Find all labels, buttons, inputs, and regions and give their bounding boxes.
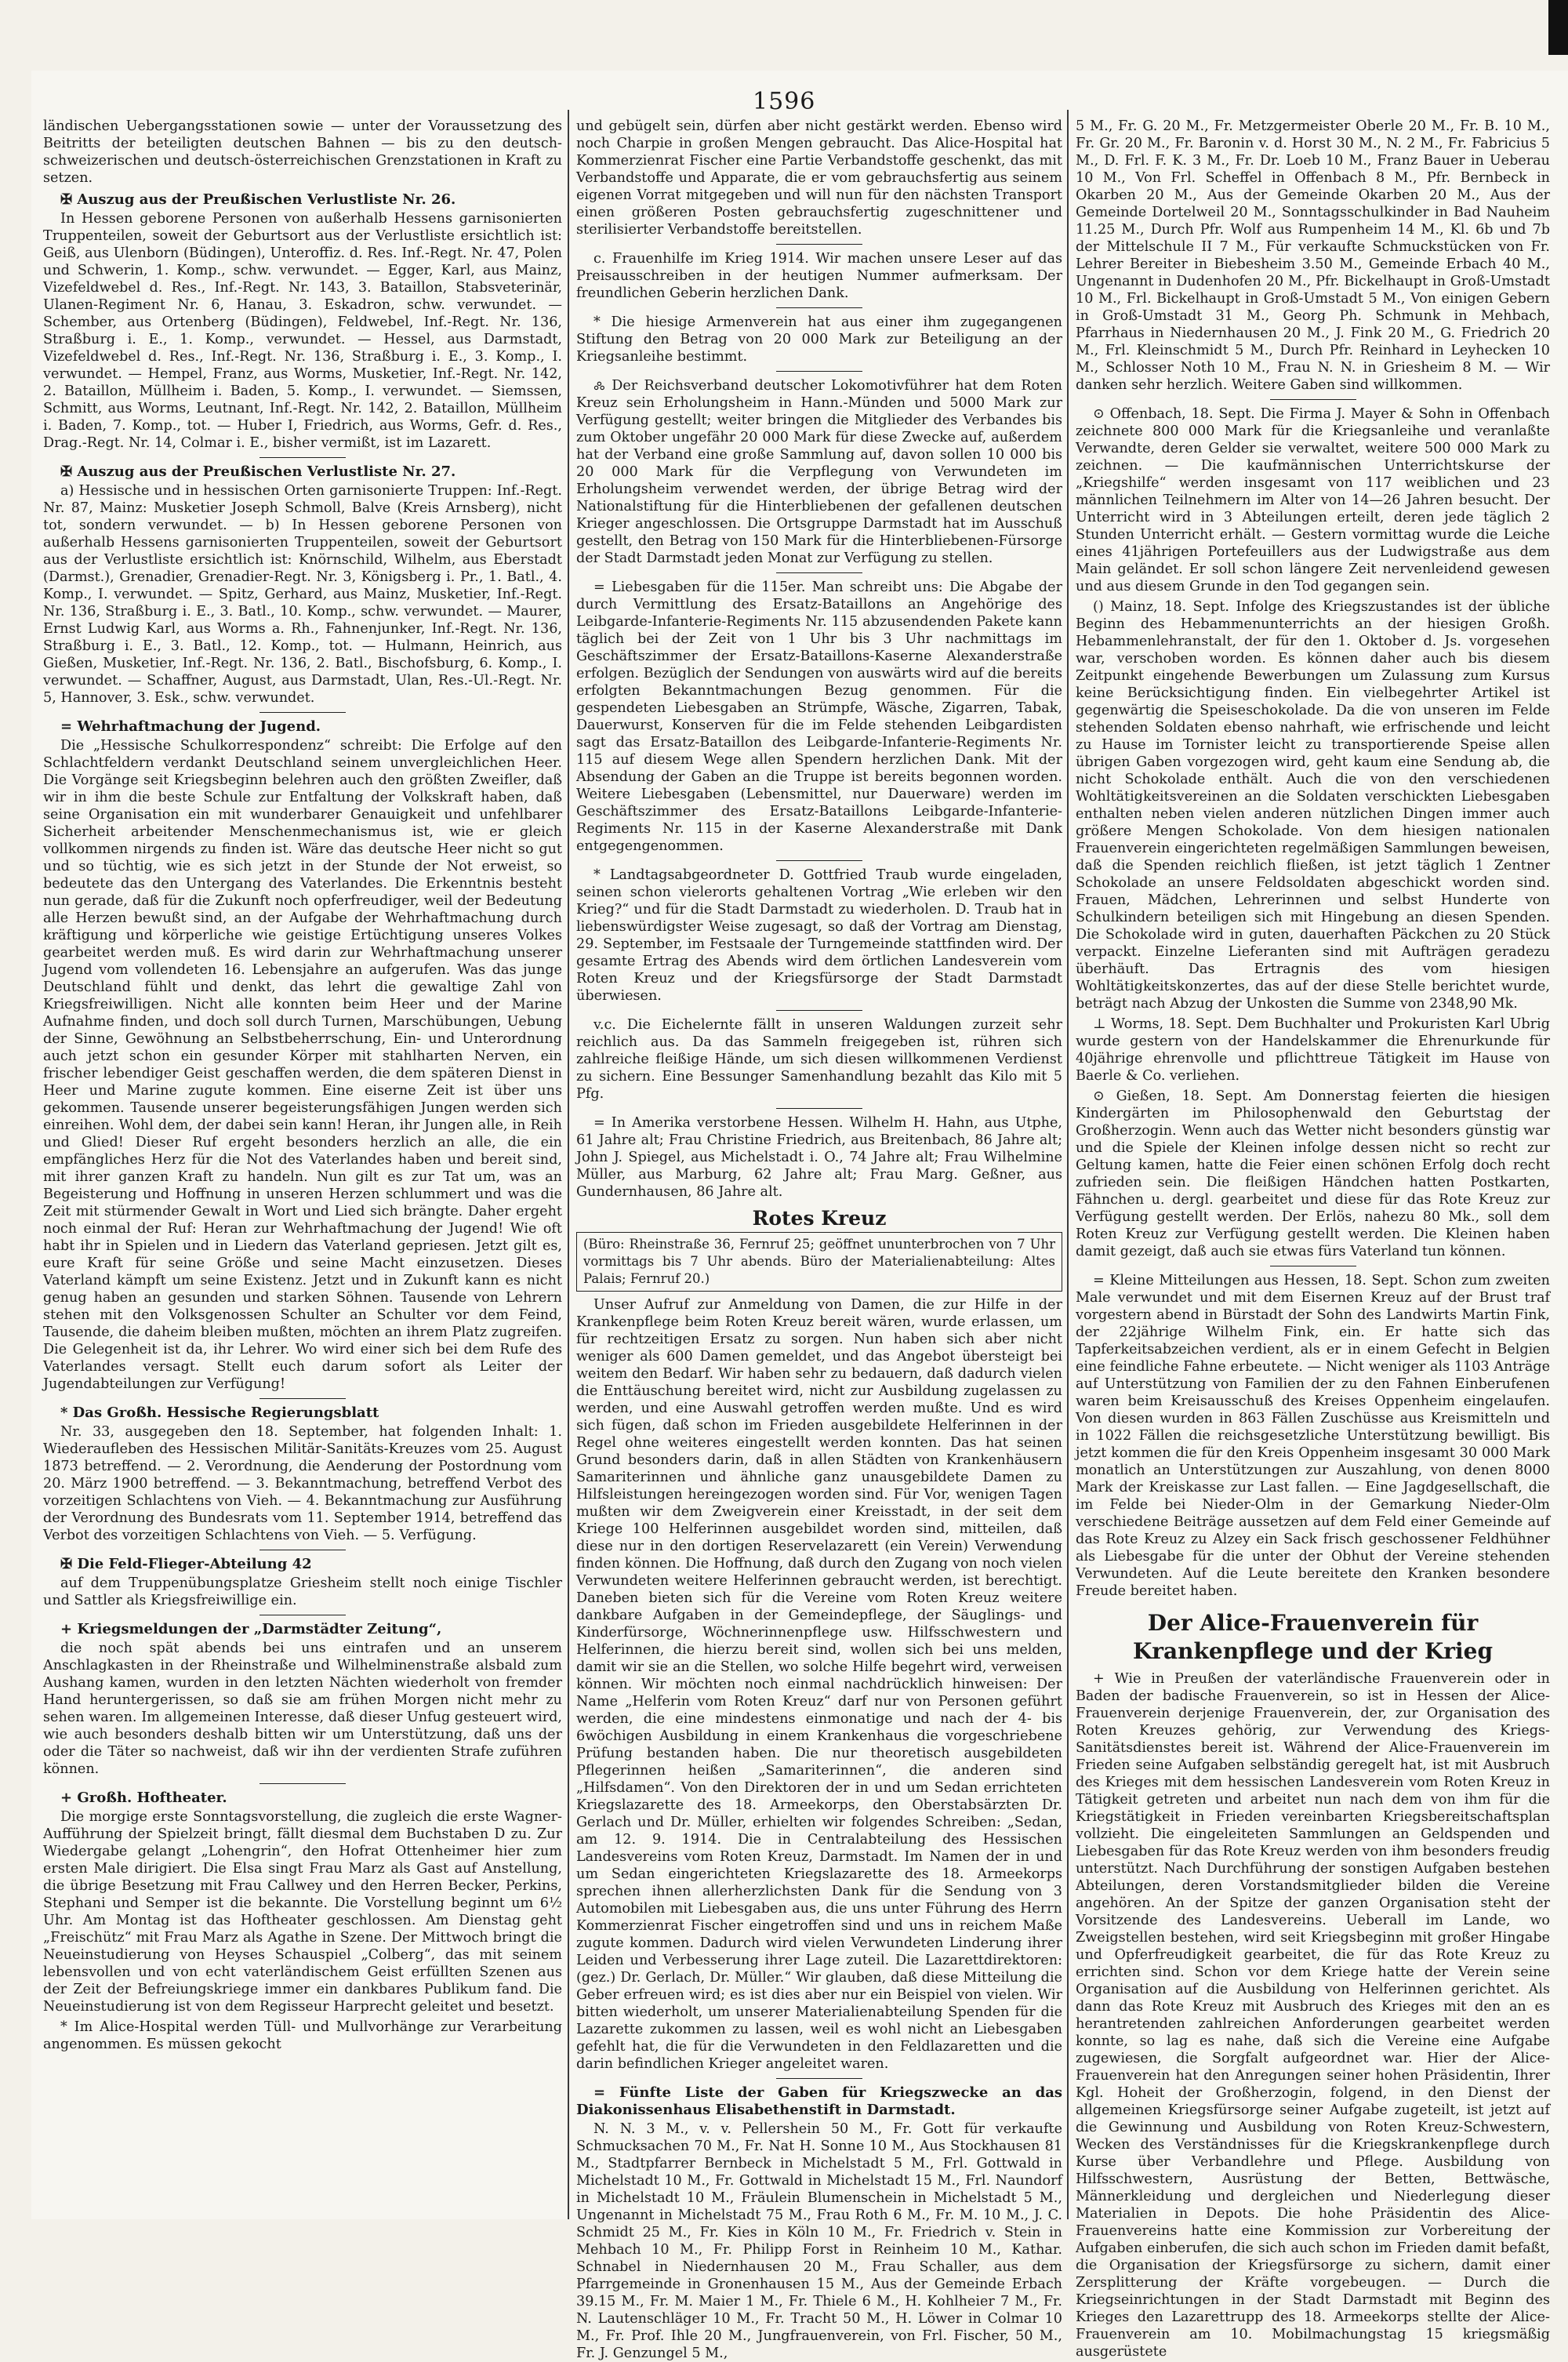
theater-heading: + Großh. Hoftheater. — [60, 1790, 227, 1806]
liebesgaben-notice: = Liebesgaben für die 115er. Man schreibt uns: Die Abgabe der durch Vermittlung des Ersatz-Bataillons an Angehörige des Leibgarde-Infanterie-Regiments Nr. 115 abzusendenden Pakete kann täglich bei der Zeit von 1 Uhr bis 3 Uhr nachmittags im Geschäftszimmer der Ersatz-Bataillons-Kaserne Alexanderstraße erfolgen. Bezüglich der Sendungen von auswärts wird auf die bereits erfolgten Bekanntmachungen Bezug genommen. Für die gespendeten Liebesgaben an Strümpfe, Wäsche, Zigarren, Tabak, Dauerwurst, Konserven für die im Felde stehenden Leibgardisten sagt das Ersatz-Bataillon des Leibgarde-Infanterie-Regiments Nr. 115 auf diesem Wege allen Spendern herzlichen Dank. Mit der Absendung der Gaben an die Truppe ist bereits begonnen worden. Weitere Liebesgaben (Lebensmittel, nur Dauerware) werden im Geschäftszimmer des Ersatz-Bataillons Leibgarde-Infanterie-Regiments Nr. 115 in der Kaserne Alexanderstraße mit Dank entgegengenommen. — [576, 580, 1062, 854]
column-rule-1 — [568, 110, 569, 2219]
flieger-text: auf dem Truppenübungsplatze Griesheim stellt noch einige Tischler und Sattler als Kriegsfreiwillige ein. — [43, 1575, 562, 1608]
regierungsblatt-heading: * Das Großh. Hessische Regierungsblatt — [60, 1404, 379, 1421]
separator — [260, 1783, 346, 1784]
separator — [776, 860, 862, 861]
gift-list-heading: = Fünfte Liste der Gaben für Kriegszwecke an das Diakonissenhaus Elisabethenstift in Darmstadt. — [576, 2084, 1062, 2118]
lokomotivfuehrer-notice: 🝆 Der Reichsverband deutscher Lokomotivführer hat dem Roten Kreuz sein Erholungsheim in Hann.-Münden und 5000 Mark zur Verfügung gestellt; weiter bringen die Mitglieder des Verbandes bis zum Oktober ungefähr 20 000 Mark für diese Zwecke auf, außerdem hat der Verband eine große Sammlung auf, davon sollen 10 000 bis 20 000 Mark für die Verpflegung von Verwundeten im Erholungsheim verwendet werden, der übrige Betrag wird der Nationalstiftung für die Hinterbliebenen der gefallenen deutschen Krieger angeschlossen. Die Ortsgruppe Darmstadt hat im Ausschuß gestellt, den Betrag von 150 Mark für die Hinterbliebenen-Fürsorge der Stadt Darmstadt jeden Monat zur Verfügung zu stellen. — [576, 378, 1062, 566]
hospital-notice: * Im Alice-Hospital werden Tüll- und Mullvorhänge zur Verarbeitung angenommen. Es müssen gekocht — [43, 2019, 562, 2052]
separator — [260, 1398, 346, 1399]
separator — [776, 1010, 862, 1011]
separator — [776, 371, 862, 372]
separator — [776, 244, 862, 245]
rotes-kreuz-heading: Rotes Kreuz — [752, 1207, 887, 1230]
armenverein-notice: * Die hiesige Armenverein hat aus einer ihm zugegangenen Stiftung den Betrag von 20 000 Mark zur Beteiligung an der Kriegsanleihe bestimmt. — [576, 314, 1062, 365]
separator — [776, 2078, 862, 2079]
war-reports-text: die noch spät abends bei uns eintrafen und an unserem Anschlagkasten in der Rheinstraße und Wilhelminenstraße alsbald zum Aushang kamen, wurden in den letzten Nächten wiederholt von fremder Hand heruntergerissen, so daß sie am frühen Morgen nicht mehr zu sehen waren. Im allgemeinen Interesse, daß dieser Unfug gesteuert wird, wie auch besonders deshalb bitten wir um Unterstützung, daß uns der oder die Täter so nachweist, daß wir ihn der verdienten Strafe zuführen können. — [43, 1641, 562, 1777]
giessen-report: ⊙ Gießen, 18. Sept. Am Donnerstag feierten die hiesigen Kindergärten im Philosophenwald den Geburtstag der Großherzogin. Wenn auch das Wetter nicht besonders günstig war und die Spiele der Kleinen infolge dessen nicht so recht zur Geltung kamen, hatte die Feier einen schönen Erfolg doch recht zufrieden sein. Die fleißigen Händchen hatten Postkarten, Fähnchen u. dergl. gearbeitet und diese für das Rote Kreuz zur Verfügung gestellt werden. Der Erlös, nahezu 80 Mk., soll dem Roten Kreuz zur Verfügung gestellt werden. Die Kleinen haben damit gezeigt, daß auch sie etwas fürs Vaterland tun können. — [1076, 1088, 1550, 1259]
article-continuation: ländischen Uebergangsstationen sowie — unter der Voraussetzung des Beitritts der beteiligten deutschen Bahnen — bis zu den deutsch-schweizerischen und deutsch-österreichischen Grenzstationen in Kraft zu setzen. — [43, 118, 562, 186]
offenbach-report: ⊙ Offenbach, 18. Sept. Die Firma J. Mayer & Sohn in Offenbach zeichnete 800 000 Mark für die Kriegsanleihe und veranlaßte Verwandte, deren Gelder sie verwaltet, weitere 500 000 Mark zu zeichnen. — Die kaufmännischen Unterrichtskurse der „Kriegshilfe“ werden insgesamt von 117 weiblichen und 23 männlichen Teilnehmern im Alter von 14—26 Jahren besucht. Der Unterricht wird in 3 Abteilungen erteilt, deren jede täglich 2 Stunden Unterricht erhält. — Gestern vormittag wurde die Leiche eines 41jährigen Portefeuillers aus der Ludwigstraße aus dem Main geländet. Er soll schon längere Zeit nervenleidend gewesen und aus diesem Grunde in den Tod gegangen sein. — [1076, 406, 1550, 594]
column-rule-2 — [1067, 110, 1069, 2219]
gift-list-text: N. N. 3 M., v. v. Pellershein 50 M., Fr. Gott für verkaufte Schmucksachen 70 M., Fr. Nat H. Sonne 10 M., Aus Stockhausen 81 M., Stadtpfarrer Bernbeck in Michelstadt 5 M., Frl. Gottwald in Michelstadt 10 M., Fr. Gottwald in Michelstadt 15 M., Frl. Naundorf in Michelstadt 10 M., Fräulein Blumenschein in Michelstadt 5 M., Ungenannt in Michelstadt 75 M., Frau Roth 6 M., Fr. M. 10 M., J. C. Schmidt 25 M., Fr. Kies in Köln 10 M., Fr. Friedrich v. Stein in Mehbach 10 M., Fr. Philipp Forst in Reinheim 10 M., Kathar. Schnabel in Niedernhausen 20 M., Frau Schaller, aus dem Pfarrgemeinde in Gronenhausen 15 M., Aus der Gemeinde Erbach 39.15 M., Fr. M. Maier 1 M., Fr. Thiele 6 M., H. Kohlheier 7 M., Fr. N. Lautenschläger 10 M., Fr. Tracht 50 M., H. Löwer in Colmar 10 M., Fr. Prof. Ihle 20 M., Jungfrauenverein, von Frl. Fischer, 50 M., Fr. J. Genzungel 5 M., — [576, 2121, 1062, 2361]
rotes-kreuz-office-box: (Büro: Rheinstraße 36, Fernruf 25; geöffnet ununterbrochen von 7 Uhr vormittags bis 7 Uhr abends. Büro der Materialienabteilung: Altes Palais; Fernruf 20.) — [576, 1232, 1062, 1292]
loss-list-26-heading: ✠ Auszug aus der Preußischen Verlustliste Nr. 26. — [60, 191, 456, 208]
separator — [260, 457, 346, 458]
regierungsblatt-text: Nr. 33, ausgegeben den 18. September, hat folgenden Inhalt: 1. Wiederaufleben des Hessischen Militär-Sanitäts-Kreuzes vom 25. August 1873 betreffend. — 2. Verordnung, die Aenderung der Postordnung vom 20. März 1900 betreffend. — 3. Bekanntmachung, betreffend Verbot des vorzeitigen Schlachtens von Vieh. — 4. Bekanntmachung zur Ausführung der Verordnung des Bundesrats vom 11. September 1914, betreffend das Verbot des vorzeitigen Schlachtens von Vieh. — 5. Verfügung. — [43, 1424, 562, 1543]
amerika-notice: = In Amerika verstorbene Hessen. Wilhelm H. Hahn, aus Utphe, 61 Jahre alt; Frau Christine Friedrich, aus Breitenbach, 86 Jahre alt; John J. Spiegel, aus Michelstadt i. O., 74 Jahre alt; Frau Wilhelmine Müller, aus Marburg, 62 Jahre alt; Frau Marg. Geßner, aus Gundernhausen, 86 Jahre alt. — [576, 1115, 1062, 1200]
youth-article-heading: = Wehrhaftmachung der Jugend. — [60, 718, 321, 735]
column-3 — [1076, 118, 1550, 2360]
loss-list-27-text: a) Hessische und in hessischen Orten garnisonierte Truppen: Inf.-Regt. Nr. 87, Mainz: Musketier Joseph Schmoll, Balve (Kreis Arnsberg), nicht tot, sondern verwundet. — b) In Hessen geborene Personen von außerhalb Hessens garnisonierten Truppenteilen, soweit der Geburtsort aus der Verlustliste ersichtlich ist: Knörnschild, Wilhelm, aus Eberstadt (Darmst.), Grenadier, Grenadier-Regt. Nr. 3, Königsberg i. Pr., 1. Batl., 4. Komp., I. verwundet. — Spitz, Gerhard, aus Mainz, Musketier, Inf.-Regt. Nr. 136, Straßburg i. E., 3. Batl., 10. Komp., schw. verwundet. — Maurer, Ernst Ludwig Karl, aus Worms a. Rh., Fahnenjunker, Inf.-Regt. Nr. 136, Straßburg i. E., 3. Batl., 12. Komp., tot. — Hulmann, Heinrich, aus Gießen, Musketier, Inf.-Regt. Nr. 136, 2. Batl., Bischofsburg, 6. Komp., I. verwundet. — Schaffner, August, aus Darmstadt, Ulan, Res.-Ul.-Regt. Nr. 5, Hannover, 3. Esk., schw. verwundet. — [43, 483, 562, 706]
hessen-news: = Kleine Mitteilungen aus Hessen, 18. Sept. Schon zum zweiten Male verwundet und mit dem Eisernen Kreuz auf der Brust traf vorgestern abend in Bürstadt der Sohn des Landwirts Martin Fink, der 22jährige Wilhelm Fink, ein. Er hatte sich das Tapferkeitsabzeichen verdient, als er in einem Gefecht in Belgien eine feindliche Fahne erbeutete. — Nicht weniger als 1103 Anträge auf Unterstützung von Familien der zu den Fahnen Einberufenen waren beim Kreisausschuß des Kreises Oppenheim eingelaufen. Von diesen wurden in 863 Fällen Zuschüsse aus Kreismitteln und in 1022 Fällen die reichsgesetzliche Unterstützung bewilligt. Bis jetzt kommen die für den Kreis Oppenheim insgesamt 30 000 Mark monatlich an Unterstützungen zur Auszahlung, von denen 8000 Mark der Kreiskasse zur Last fallen. — Eine Jagdgesellschaft, die im Felde bei Nieder-Olm in der Gemarkung Nieder-Olm verschiedene Beiträge aussetzen auf dem Feld einer Gemeinde auf das Rote Kreuz zu Alzey ein Sack frisch geschossener Feldhühner als Liebesgabe für die unter der Obhut der Vereine stehenden Verwundeten. Auf die Leute bereitete den Kranken besondere Freude bereitet haben. — [1076, 1273, 1550, 1599]
column-2 — [576, 118, 1062, 2361]
separator — [776, 572, 862, 573]
separator — [776, 1108, 862, 1109]
column-1 — [43, 118, 562, 2219]
separator — [776, 307, 862, 308]
mainz-report: () Mainz, 18. Sept. Infolge des Kriegszustandes ist der übliche Beginn des Hebammenunterrichts an der hiesigen Großh. Hebammenlehranstalt, der für den 1. Oktober d. Js. vorgesehen war, verschoben worden. Es können daher auch bis diesem Zeitpunkt eingehende Bewerbungen um Zulassung zum Kursus keine Berücksichtigung finden. Ein vielbegehrter Artikel ist gegenwärtig die Speiseschokolade. Da die von unseren im Felde stehenden Soldaten ebenso nahrhaft, wie erfrischende und leicht zu Hause im Tornister leicht zu transportierende Speise allen übrigen Gaben vorgezogen wird, geht kaum eine Sendung ab, die nicht Schokolade enthält. Auch die von den verschiedenen Wohltätigkeitsvereinen an die Soldaten verschickten Liebesgaben enthalten neben vielen anderen nützlichen Dingen immer auch größere Mengen Schokolade. Von dem hiesigen nationalen Frauenverein eingerichteten regelmäßigen Sammlungen beweisen, daß die Spenden reichlich fließen, ist jetzt täglich 1 Zentner Schokolade an unsere Feldsoldaten abgeschickt worden sind. Frauen, Mädchen, Lehrerinnen und selbst Hunderte von Schulkindern beteiligen sich mit Hingebung an diesen Spenden. Die Schokolade wird in guten, dauerhaften Päckchen zu 20 Stück verpackt. Einzelne Lieferanten sind mit Aufträgen geradezu überhäuft. Das Ertragnis des vom hiesigen Wohltätigkeitskonzertes, das auf der diese Stelle berichtet wurde, beträgt nach Abzug der Unkosten die Summe von 2348,90 Mk. — [1076, 599, 1550, 1012]
traub-notice: * Landtagsabgeordneter D. Gottfried Traub wurde eingeladen, seinen schon vielerorts gehaltenen Vortrag „Wie erleben wir den Krieg?“ und für die Stadt Darmstadt zu wiederholen. D. Traub hat in liebenswürdigster Weise zugesagt, so daß der Vortrag am Dienstag, 29. September, im Festsaale der Turngemeinde stattfinden wird. Der gesamte Ertrag des Abends wird dem örtlichen Landesverein vom Roten Kreuz und der Kriegsfürsorge der Stadt Darmstadt überwiesen. — [576, 867, 1062, 1004]
war-reports-heading: + Kriegsmeldungen der „Darmstädter Zeitung“, — [60, 1621, 442, 1637]
theater-text: Die morgige erste Sonntagsvorstellung, die zugleich die erste Wagner-Aufführung der Spielzeit bringt, fällt diesmal dem Buchstaben D zu. Zur Wiedergabe gelangt „Lohengrin“, den Hofrat Ottenheimer hier zum ersten Male dirigiert. Die Elsa singt Frau Marz als Gast auf Anstellung, die übrige Besetzung mit Frau Callwey und den Herren Becker, Perkins, Stephani und Semper ist die bekannte. Die Vorstellung beginnt um 6½ Uhr. Am Montag ist das Hoftheater geschlossen. Am Dienstag geht „Freischütz“ mit Frau Marz als Agathe in Szene. Der Mittwoch bringt die Neueinstudierung von Heyses Schauspiel „Colberg“, das mit seinem lebensvollen und von echt vaterländischem Geist erfüllten Szenen aus der Zeit der Befreiungskriege immer ein dankbares Publikum fand. Die Neueinstudierung ist von dem Regisseur Harprecht geleitet und besetzt. — [43, 1809, 562, 2015]
loss-list-26-text: In Hessen geborene Personen von außerhalb Hessens garnisonierten Truppenteilen, soweit der Geburtsort aus der Verlustliste ersichtlich ist: Geiß, aus Ulenborn (Büdingen), Unteroffiz. d. Res. Inf.-Regt. Nr. 47, Polen und Schwerin, 1. Komp., schw. verwundet. — Egger, Karl, aus Mainz, Vizefeldwebel d. Res., Inf.-Regt. Nr. 143, 3. Bataillon, Stabsveterinär, Ulanen-Regiment Nr. 6, Hanau, 3. Eskadron, schw. verwundet. — Schember, aus Ortenberg (Büdingen), Feldwebel, Inf.-Regt. Nr. 136, Straßburg i. E., 1. Komp., verwundet. — Hessel, aus Darmstadt, Vizefeldwebel d. Res., Inf.-Regt. Nr. 136, Straßburg i. E., 3. Komp., I. verwundet. — Hempel, Franz, aus Worms, Musketier, Inf.-Regt. Nr. 142, 2. Bataillon, Müllheim i. Baden, 5. Komp., I. verwundet. — Siemssen, Schmitt, aus Worms, Leutnant, Inf.-Regt. Nr. 142, 2. Bataillon, Müllheim i. Baden, 7. Komp., tot. — Huber I, Friedrich, aus Worms, Gefr. d. Res., Drag.-Regt. Nr. 14, Colmar i. E., bisher vermißt, ist im Lazarett. — [43, 211, 562, 451]
worms-report: ⊥ Worms, 18. Sept. Dem Buchhalter und Prokuristen Karl Ubrig wurde gestern von der Handelskammer die Ehrenurkunde für 40jährige ehrenvolle und pflichttreue Tätigkeit im Hause von Baerle & Co. verliehen. — [1076, 1016, 1550, 1084]
gift-list-continuation: 5 M., Fr. G. 20 M., Fr. Metzgermeister Oberle 20 M., Fr. B. 10 M., Fr. Gr. 20 M., Fr. Baronin v. d. Horst 30 M., N. 2 M., Fr. Fabricius 5 M., D. Frl. F. K. 3 M., Fr. Dr. Loeb 10 M., Franz Bauer in Ueberau 10 M., Von Frl. Scheffel in Offenbach 8 M., Pfr. Bernbeck in Okarben 20 M., Aus der Gemeinde Okarben 20 M., Aus der Gemeinde Dortelweil 20 M., Sonntagsschulkinder in Bad Nauheim 11.25 M., Durch Pfr. Wolf aus Rumpenheim 14 M., Kl. 6b und 7b der Mittelschule II 7 M., Für verkaufte Schmuckstücken von Fr. Lehrer Bereiter in Biebesheim 3.50 M., Gemeinde Erbach 40 M., Ungenannt in Dudenhofen 20 M., Pfr. Bickelhaupt in Groß-Umstadt 10 M., Frl. Bickelhaupt in Groß-Umstadt 5 M., Von einigen Gebern in Groß-Umstadt 31 M., Georg Ph. Schmunk in Mehbach, Pfarrhaus in Niedernhausen 20 M., J. Fink 20 M., G. Friedrich 20 M., Frl. Kleinschmidt 5 M., Durch Pfr. Reinhard in Leyhecken 10 M., Schlosser Noth 10 M., Frau N. N. in Griesheim 8 M. — Wir danken sehr herzlich. Weitere Gaben sind willkommen. — [1076, 118, 1550, 393]
separator — [260, 712, 346, 713]
hospital-continuation: und gebügelt sein, dürfen aber nicht gestärkt werden. Ebenso wird noch Charpie in großen Mengen gebraucht. Das Alice-Hospital hat Kommerzienrat Fischer eine Partie Verbandstoffe geschenkt, das mit Verbandstoffe und Apparate, die er vom gebrauchsfertig aus seinem eigenen Vorrat mitgegeben und will nun für den nächsten Transport einen größeren Posten gebrauchsfertig zugeschnittener und sterilisierter Verbandstoffe bereitstellen. — [576, 118, 1062, 238]
separator — [1270, 399, 1356, 400]
rotes-kreuz-text: Unser Aufruf zur Anmeldung von Damen, die zur Hilfe in der Krankenpflege beim Roten Kreuz bereit wären, wurde erlassen, um für rechtzeitigen Ersatz zu sorgen. Nun haben sich aber nicht weniger als 600 Damen gemeldet, und das Angebot übersteigt bei weitem den Bedarf. Wir haben sehr zu bedauern, daß dadurch vielen die Enttäuschung bereitet wird, nicht zur Ausbildung zugelassen zu werden, und eine Auswahl getroffen werden mußte. Und es wird sich fügen, daß schon im Frieden ausgebildete Helferinnen in der Regel ohne weiteres eingestellt werden konnten. Das hat seinen Grund besonders darin, daß in allen Städten von Krankenhäusern Samariterinnen und ähnliche ganz unausgebildete Damen zu Hilfsleistungen hereingezogen worden sind. Für Vor, wenigen Tagen mußten wir dem Zweigverein einer Kreisstadt, in der seit dem Kriege 100 Helferinnen ausgebildet worden sind, mitteilen, daß diese nur in den dortigen Reservelazarett (ein Verein) Verwendung finden können. Die Hoffnung, daß durch den Zugang von noch vielen Verwundeten weitere Helferinnen gebraucht werden, ist berechtigt. Daneben bieten sich für die Vereine vom Roten Kreuz weitere dankbare Aufgaben in der Gemeindepflege, der Säuglings- und Kinderfürsorge, Wöchnerinnenpflege usw. Hilfsschwestern und Helferinnen, die hierzu bereit sind, wollen sich bei uns melden, damit wir sie an die Stellen, wo solche Hilfe begehrt wird, verweisen können. Wir möchten noch einmal nachdrücklich hinweisen: Der Name „Helferin vom Roten Kreuz“ darf nur von Personen geführt werden, die eine mindestens einmonatige und nach der 4- bis 6wöchigen Ausbildung in einem Krankenhaus die vorgeschriebene Prüfung bestanden haben. Die nur theoretisch ausgebildeten Pflegerinnen heißen „Samariterinnen“, die anderen sind „Hilfsdamen“. Von den Direktoren der in und um Sedan errichteten Kriegslazarette des 18. Armeekorps, den Oberstabsärzten Dr. Gerlach und Dr. Müller, erhielten wir folgendes Schreiben: „Sedan, am 12. 9. 1914. Die in Centralabteilung des Hessischen Landesvereins vom Roten Kreuz, Darmstadt. Im Namen der in und um Sedan eingerichteten Kriegslazarette des 18. Armeekorps sprechen ihnen allerherzlichsten Dank für die Sendung von 3 Automobilen mit Liebesgaben aus, die uns unter Führung des Herrn Kommerzienrat Fischer eingetroffen sind und uns in reichem Maße zugute kommen. Dadurch wird vielen Verwundeten Linderung ihrer Leiden und Verbesserung ihrer Lage zuteil. Die Lazarettdirektoren: (gez.) Dr. Gerlach, Dr. Müller.“ Wir glauben, daß diese Mitteilung die Geber erfreuen wird; es ist dies aber nur ein Beispiel von vielen. Wir bitten wiederholt, um unserer Materialienabteilung Spenden für die Lazarette zukommen zu lassen, weil es wohl nicht an Liebesgaben gefehlt hat, die für die Verwundeten in den Feldlazaretten und die darin befindlichen Krieger angeleitet waren. — [576, 1297, 1062, 2072]
alice-frauenverein-text: + Wie in Preußen der vaterländische Frauenverein oder in Baden der badische Frauenverein, so ist in Hessen der Alice-Frauenverein derjenige Frauenverein, der, zur Organisation des Roten Kreuzes gehörig, zur Verwendung des Kriegs-Sanitätsdienstes bereit ist. Während der Alice-Frauenverein im Frieden seine Aufgaben selbständig geregelt hat, ist mit Ausbruch des Krieges mit dem hessischen Landesverein vom Roten Kreuz in Tätigkeit getreten und arbeitet nun nach dem von ihm für die Kriegstätigkeit in Frieden vereinbarten Kriegsbereitschaftsplan vollzieht. Die eingeleiteten Sammlungen an Geldspenden und Liebesgaben für das Rote Kreuz werden von ihm besonders freudig unterstützt. Nach Durchführung der sonstigen Aufgaben bestehen Abteilungen, deren Vorstandsmitglieder bilden die Vereine angehören. An der Spitze der ganzen Organisation steht der Vorsitzende des Landesvereins. Ueberall im Lande, wo Zweigstellen bestehen, wird seit Kriegsbeginn mit großer Hingabe und Opferfreudigkeit gearbeitet, die für das Rote Kreuz zu errichten sind. Schon vor dem Kriege hatte der Verein seine Organisation auf die Ausbildung von Helferinnen gerichtet. Als dann das Rote Kreuz mit Ausbruch des Krieges mit den an es herantretenden zahlreichen Anforderungen gearbeitet werden konnte, so lag es nahe, daß sich die Vereine eine Aufgabe zugewiesen, die Sorgfalt aufgeordnet war. Hier der Alice-Frauenverein hat den Anregungen seiner hohen Präsidentin, Ihrer Kgl. Hoheit der Großherzogin, folgend, in den Dienst der allgemeinen Kriegsfürsorge seiner Aufgabe zugeteilt, ist jetzt auf die Gewinnung und Ausbildung von Roten Kreuz-Schwestern, Wecken des Verständnisses für die Kriegskrankenpflege durch Kurse über Verbandlehre und Pflege. Ausbildung von Hilfsschwestern, Ausrüstung der Betten, Bettwäsche, Männerkleidung und dergleichen und Niederlegung dieser Materialien in Depots. Die hohe Präsidentin des Alice-Frauenvereins hatte eine Kommission zur Vorbereitung der Aufgaben einberufen, die sich auch schon im Frieden damit befaßt, die Organisation der Kriegsfürsorge zu sichern, damit einer Zersplitterung der Kräfte vorgebeugen. — Durch die Kriegseinrichtungen in der Stadt Darmstadt mit Beginn des Krieges den Lazarettrupp des 18. Armeekorps stellte der Alice-Frauenverein am 10. Mobilmachungstag 15 kriegsmäßig ausgerüstete — [1076, 1671, 1550, 2360]
flieger-heading: ✠ Die Feld-Flieger-Abteilung 42 — [60, 1556, 312, 1572]
eichelernte-notice: v.c. Die Eichelernte fällt in unseren Waldungen zurzeit sehr reichlich aus. Da das Sammeln freigegeben ist, rühren sich zahlreiche fleißige Hände, um sich diesen willkommenen Verdienst zu sichern. Eine Bessunger Samenhandlung bezahlt das Kilo mit 5 Pfg. — [576, 1017, 1062, 1102]
loss-list-27-heading: ✠ Auszug aus der Preußischen Verlustliste Nr. 27. — [60, 463, 456, 480]
alice-frauenverein-heading: Der Alice-Frauenverein für Krankenpflege und der Krieg — [1132, 1610, 1494, 1664]
youth-article-text: Die „Hessische Schulkorrespondenz“ schreibt: Die Erfolge auf den Schlachtfeldern verdankt Deutschland seinem unvergleichlichen Heer. Die Vorgänge seit Kriegsbeginn belehren auch den größten Zweifler, daß wir in ihm die beste Schule zur Entfaltung der Volkskraft haben, daß seine Organisation ein mit wunderbarer Genauigkeit und unfehlbarer Sicherheit arbeitender Menschenmechanismus ist, wie er gleich vollkommen nirgends zu finden ist. Wäre das deutsche Heer nicht so gut und so tüchtig, wie es sich jetzt in der Stunde der Not erweist, so bedeutete das den Untergang des Vaterlandes. Die Erkenntnis besteht nun gerade, daß für die Zukunft noch opferfreudiger, weil der Bedeutung alle Herzen bewußt sind, an der Aufgabe der Wehrhaftmachung durch kräftigung und körperliche wie geistige Ertüchtigung unseres Volkes gearbeitet werden muß. Es wird darin zur Wehrhaftmachung unserer Jugend vom vollendeten 16. Lebensjahre an aufgerufen. Was das junge Deutschland fühlt und denkt, das lehrt die gewaltige Zahl von Kriegsfreiwilligen. Nicht alle konnten beim Heer und der Marine Aufnahme finden, und doch soll durch Turnen, Marschübungen, Uebung der Sinne, Gewöhnung an Selbstbeherrschung, Ein- und Unterordnung auch jetzt schon ein gesunder Körper mit stahlharten Nerven, ein frischer lebendiger Geist geschaffen werden, die dem späteren Dienst in Heer und Marine zugute kommen. Eine eiserne Zeit ist über uns gekommen. Tausende unserer begeisterungsfähigen Jungen werden sich einreihen. Wohl dem, der dabei sein kann! Heran, ihr Jungen alle, in Reih und Glied! Dieser Ruf ergeht besonders herzlich an alle, die ein empfängliches Herz für die Not des Vaterlandes haben und bereit sind, mit ihrer ganzen Kraft zu handeln. Nun gilt es zur Tat um, was an Begeisterung und Hoffnung in unseren Herzen schlummert und was die Zeit mit stürmender Gewalt in Wort und Lied sich brängte. Daher ergeht noch einmal der Ruf: Heran zur Wehrhaftmachung der Jugend! Wie oft habt ihr in Spielen und in Liedern das Vaterland gepriesen. Jetzt gilt es, eure Kraft für seine Größe und seine Macht einzusetzen. Dieses Vaterland kämpft um seine Existenz. Jetzt und in Zukunft kann es nicht genug haben an gesunden und starken Söhnen. Tausende von Lehrern stehen mit den Volksgenossen Schulter an Schulter vor dem Feind, Tausende, die daheim bleiben mußten, möchten an ihrem Platz zugreifen. Die Gelegenheit ist da, ihr Lehrer. Wo wird einer sich bei dem Rufe des Vaterlandes versagt. Stellt euch darum sofort als Leiter der Jugendabteilungen zur Verfügung! — [43, 738, 562, 1392]
scan-edge-mark — [1548, 0, 1568, 55]
frauenhilfe-notice: c. Frauenhilfe im Krieg 1914. Wir machen unsere Leser auf das Preisausschreiben in der heutigen Nummer aufmerksam. Der freundlichen Geberin herzlichen Dank. — [576, 251, 1062, 301]
page-number: 1596 — [753, 88, 816, 115]
